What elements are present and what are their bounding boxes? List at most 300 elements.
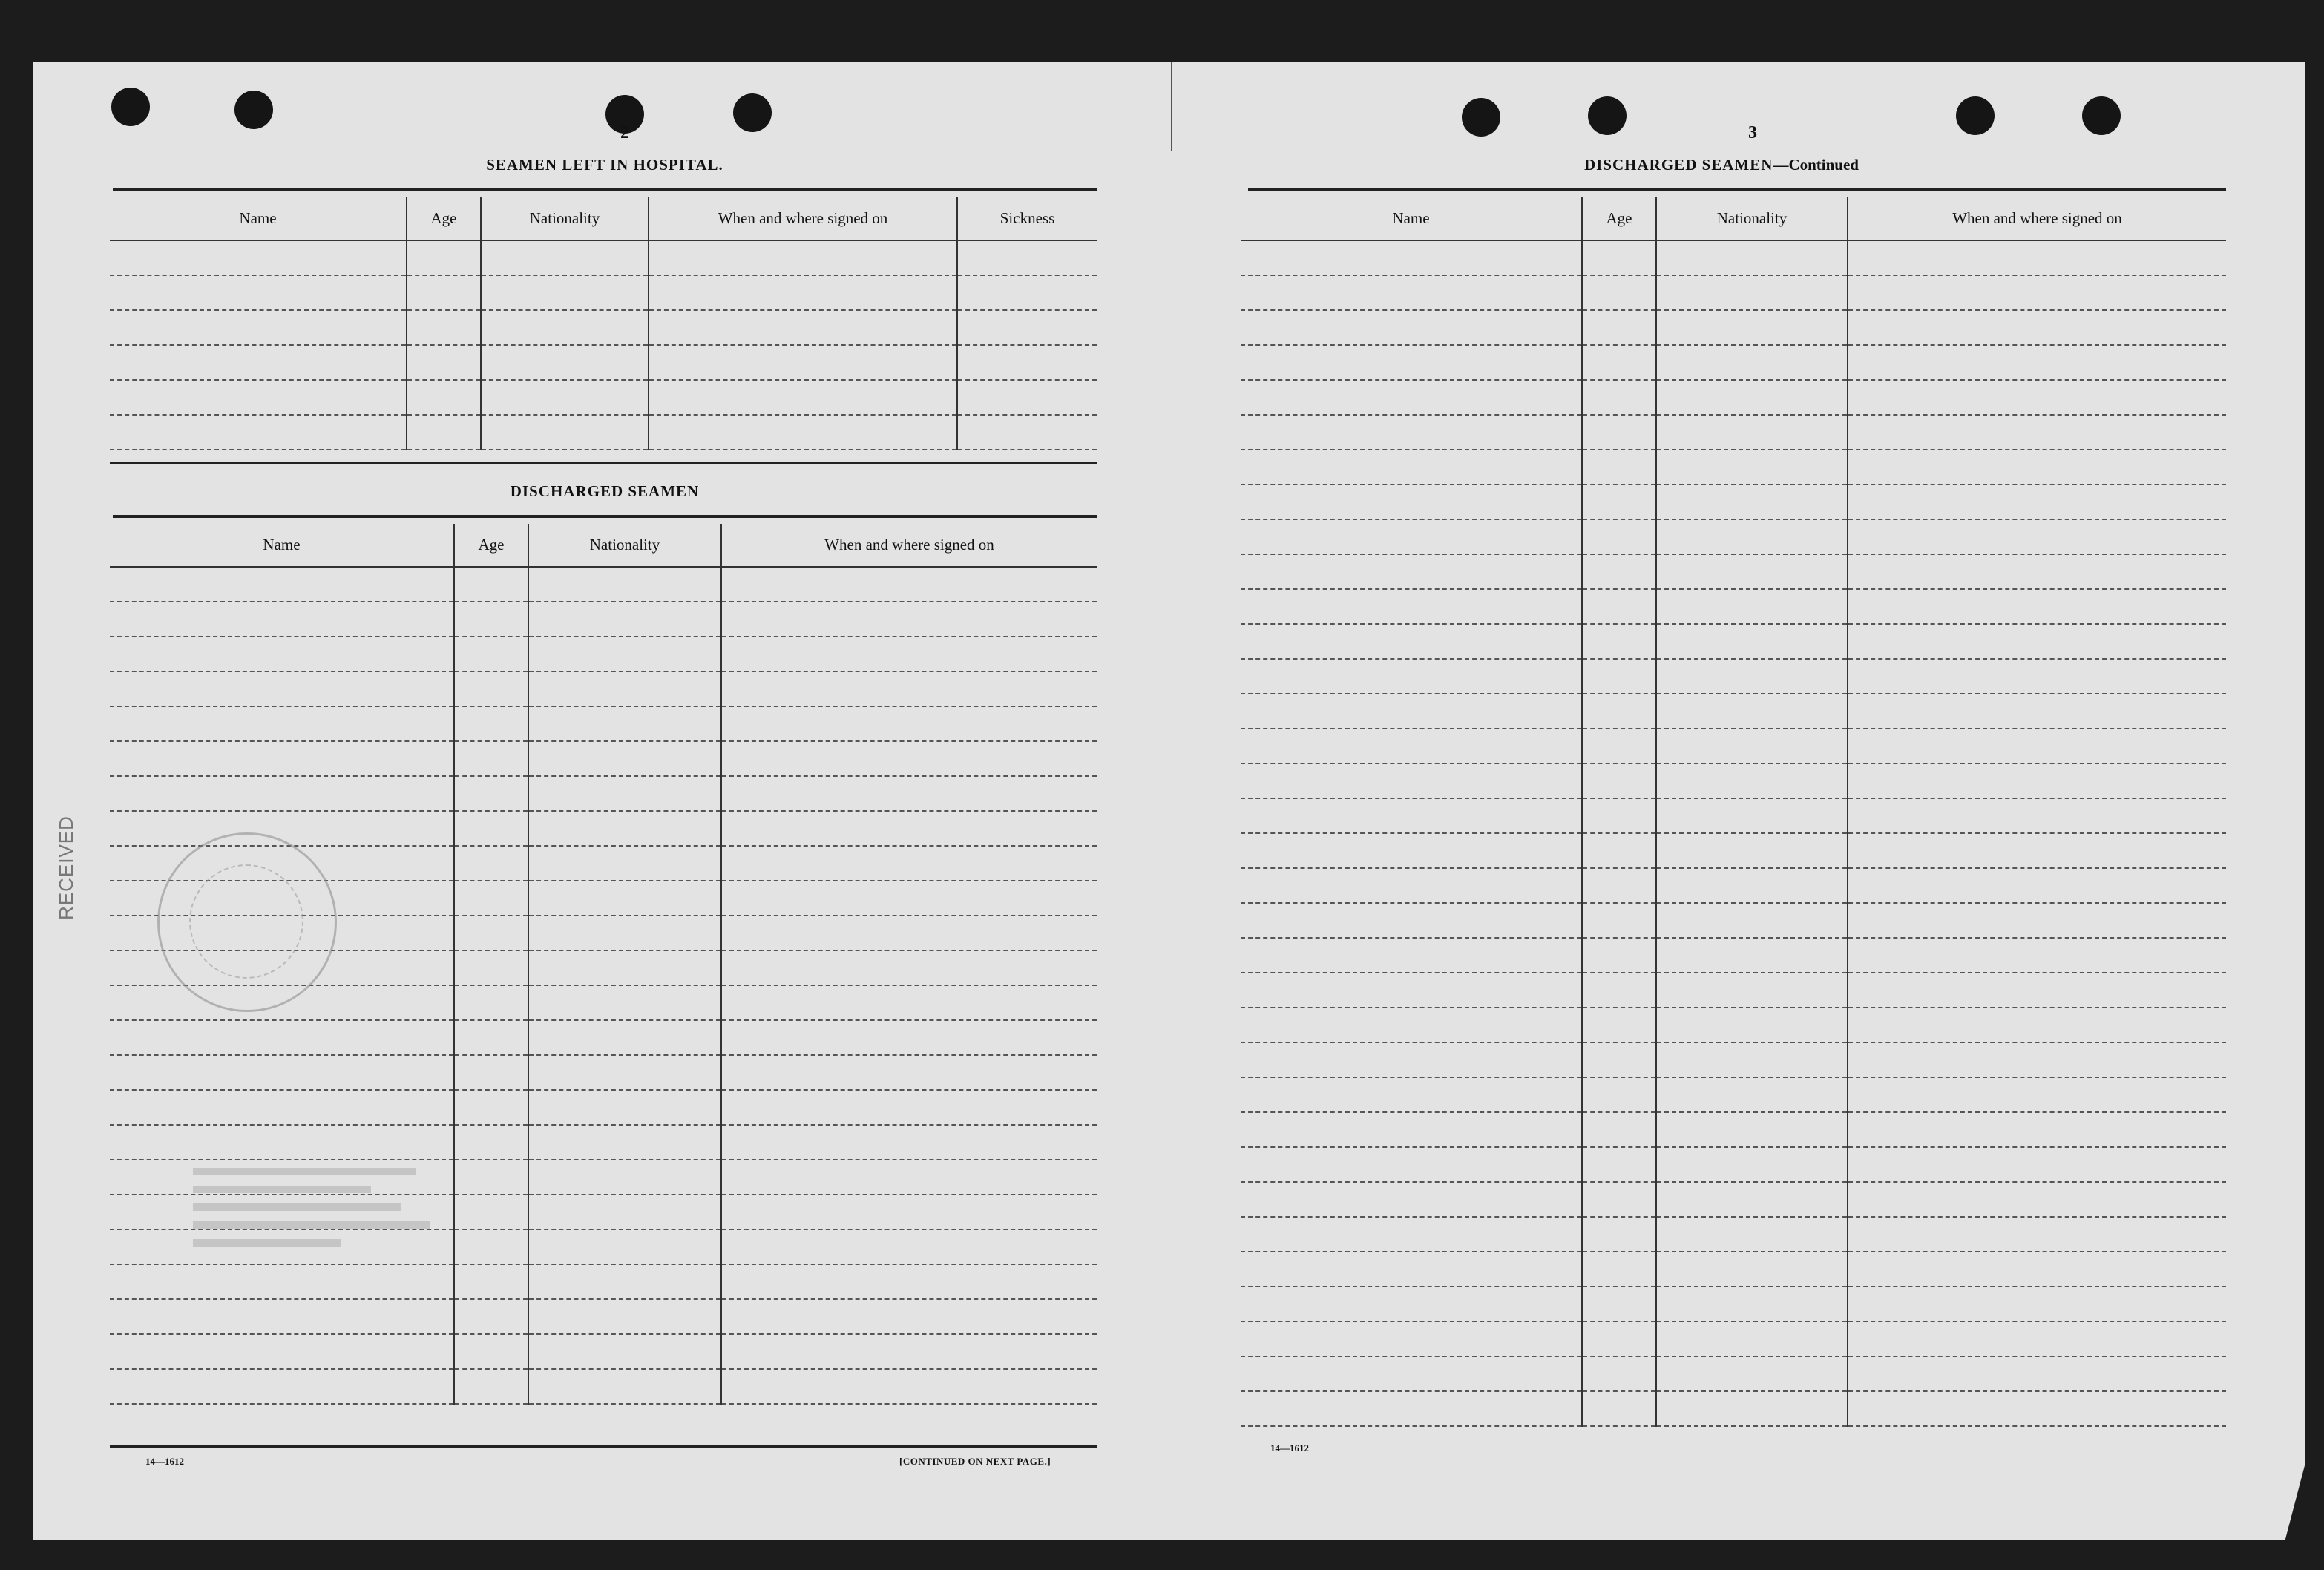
blank-cell	[407, 345, 481, 380]
blank-cell	[1656, 729, 1848, 763]
blank-cell	[528, 1264, 721, 1299]
col-header-age: Age	[407, 197, 481, 240]
blank-cell	[1656, 868, 1848, 903]
blank-cell	[1582, 624, 1656, 659]
hospital-bottom-rule	[110, 462, 1097, 464]
blank-cell	[1848, 1147, 2226, 1182]
blank-cell	[721, 950, 1097, 985]
blank-cell	[1656, 1077, 1848, 1112]
blank-cell	[1241, 938, 1582, 973]
blank-cell	[110, 1369, 454, 1404]
blank-cell	[407, 380, 481, 415]
blank-cell	[1656, 485, 1848, 519]
blank-cell	[721, 1264, 1097, 1299]
blank-cell	[1582, 485, 1656, 519]
blank-cell	[1241, 903, 1582, 938]
blank-cell	[957, 310, 1097, 345]
col-header-name: Name	[1241, 197, 1582, 240]
faded-stamp-icon	[193, 1157, 467, 1350]
blank-cell	[1241, 763, 1582, 798]
left-page-number: 2	[620, 123, 629, 142]
blank-cell	[110, 706, 454, 741]
blank-cell	[1656, 345, 1848, 380]
blank-cell	[110, 637, 454, 671]
blank-cell	[454, 671, 528, 706]
blank-cell	[110, 1125, 454, 1160]
blank-cell	[649, 380, 957, 415]
blank-cell	[1582, 973, 1656, 1008]
table-row	[1241, 868, 2226, 903]
blank-cell	[1582, 1147, 1656, 1182]
blank-cell	[110, 1090, 454, 1125]
blank-cell	[1848, 450, 2226, 485]
blank-cell	[1582, 938, 1656, 973]
blank-cell	[454, 1125, 528, 1160]
blank-cell	[1848, 485, 2226, 519]
blank-cell	[1241, 275, 1582, 310]
blank-cell	[1241, 694, 1582, 729]
table-row	[110, 275, 1097, 310]
table-row	[1241, 450, 2226, 485]
blank-cell	[110, 310, 407, 345]
blank-cell	[407, 275, 481, 310]
table-row	[110, 567, 1097, 602]
blank-cell	[454, 637, 528, 671]
col-header-signed-on: When and where signed on	[721, 524, 1097, 567]
blank-cell	[1241, 729, 1582, 763]
binder-hole-icon	[733, 93, 772, 132]
blank-cell	[649, 415, 957, 450]
blank-cell	[1582, 519, 1656, 554]
blank-cell	[721, 1055, 1097, 1090]
blank-cell	[1241, 1182, 1582, 1217]
table-row	[1241, 1356, 2226, 1391]
blank-cell	[1241, 415, 1582, 450]
blank-cell	[481, 310, 649, 345]
blank-cell	[528, 671, 721, 706]
blank-cell	[454, 916, 528, 950]
blank-cell	[1241, 485, 1582, 519]
binder-hole-icon	[1588, 96, 1627, 135]
blank-cell	[1582, 1217, 1656, 1252]
blank-cell	[407, 240, 481, 275]
blank-cell	[721, 881, 1097, 916]
table-row	[1241, 1321, 2226, 1356]
table-row	[1241, 659, 2226, 694]
blank-cell	[528, 741, 721, 776]
blank-cell	[649, 275, 957, 310]
blank-cell	[721, 811, 1097, 846]
table-row	[1241, 275, 2226, 310]
table-row	[110, 1369, 1097, 1404]
table-row	[1241, 1252, 2226, 1287]
blank-cell	[957, 345, 1097, 380]
table-row	[1241, 624, 2226, 659]
blank-cell	[454, 1020, 528, 1055]
blank-cell	[1656, 1112, 1848, 1147]
blank-cell	[721, 985, 1097, 1020]
blank-cell	[1656, 415, 1848, 450]
blank-cell	[110, 345, 407, 380]
blank-cell	[1848, 938, 2226, 973]
table-row	[110, 1090, 1097, 1125]
blank-cell	[957, 240, 1097, 275]
blank-cell	[721, 1160, 1097, 1195]
blank-cell	[1582, 1042, 1656, 1077]
col-header-age: Age	[454, 524, 528, 567]
table-row	[1241, 729, 2226, 763]
blank-cell	[1582, 1182, 1656, 1217]
table-row	[110, 776, 1097, 811]
blank-cell	[528, 1229, 721, 1264]
blank-cell	[528, 1334, 721, 1369]
blank-cell	[1241, 1287, 1582, 1321]
blank-cell	[1241, 973, 1582, 1008]
right-page-number: 3	[1748, 123, 1757, 142]
table-row	[1241, 903, 2226, 938]
hospital-top-rule	[113, 188, 1097, 191]
blank-cell	[110, 240, 407, 275]
left-bottom-rule	[110, 1445, 1097, 1448]
blank-cell	[1848, 1077, 2226, 1112]
table-row	[110, 240, 1097, 275]
blank-cell	[454, 985, 528, 1020]
blank-cell	[1582, 1112, 1656, 1147]
blank-cell	[528, 706, 721, 741]
blank-cell	[1656, 903, 1848, 938]
blank-cell	[1848, 345, 2226, 380]
blank-cell	[110, 1055, 454, 1090]
blank-cell	[1582, 1077, 1656, 1112]
blank-cell	[1582, 1356, 1656, 1391]
blank-cell	[1848, 973, 2226, 1008]
table-row	[1241, 345, 2226, 380]
table-row	[110, 310, 1097, 345]
blank-cell	[1582, 415, 1656, 450]
blank-cell	[528, 1090, 721, 1125]
right-form-number: 14—1612	[1270, 1442, 1309, 1454]
blank-cell	[721, 1195, 1097, 1229]
table-row	[1241, 1042, 2226, 1077]
blank-cell	[1241, 1147, 1582, 1182]
col-header-age: Age	[1582, 197, 1656, 240]
table-row	[110, 1020, 1097, 1055]
blank-cell	[110, 567, 454, 602]
blank-cell	[1848, 554, 2226, 589]
binder-hole-icon	[1956, 96, 1995, 135]
table-row	[110, 706, 1097, 741]
blank-cell	[1656, 275, 1848, 310]
blank-cell	[1241, 1112, 1582, 1147]
blank-cell	[1241, 1252, 1582, 1287]
blank-cell	[1241, 450, 1582, 485]
blank-cell	[721, 1020, 1097, 1055]
blank-cell	[454, 950, 528, 985]
blank-cell	[1656, 310, 1848, 345]
blank-cell	[1848, 1112, 2226, 1147]
blank-cell	[1656, 519, 1848, 554]
discharged-right-table-body	[1241, 240, 2226, 1426]
blank-cell	[1656, 554, 1848, 589]
col-header-nationality: Nationality	[1656, 197, 1848, 240]
table-row	[1241, 938, 2226, 973]
table-row	[1241, 1147, 2226, 1182]
blank-cell	[721, 1125, 1097, 1160]
blank-cell	[1656, 763, 1848, 798]
blank-cell	[528, 567, 721, 602]
blank-cell	[454, 706, 528, 741]
blank-cell	[110, 776, 454, 811]
blank-cell	[1241, 345, 1582, 380]
blank-cell	[481, 275, 649, 310]
blank-cell	[1241, 1321, 1582, 1356]
blank-cell	[1241, 310, 1582, 345]
table-row	[1241, 1182, 2226, 1217]
blank-cell	[1656, 1356, 1848, 1391]
blank-cell	[1582, 868, 1656, 903]
blank-cell	[528, 602, 721, 637]
blank-cell	[1582, 380, 1656, 415]
postmark-stamp-icon	[157, 832, 337, 1012]
blank-cell	[1656, 1042, 1848, 1077]
table-row	[1241, 1112, 2226, 1147]
blank-cell	[721, 1229, 1097, 1264]
blank-cell	[454, 1090, 528, 1125]
table-row	[1241, 1287, 2226, 1321]
discharged-top-rule	[113, 515, 1097, 518]
table-row	[110, 637, 1097, 671]
blank-cell	[528, 916, 721, 950]
blank-cell	[721, 1334, 1097, 1369]
table-row	[1241, 380, 2226, 415]
blank-cell	[481, 345, 649, 380]
col-header-sickness: Sickness	[957, 197, 1097, 240]
table-row	[1241, 973, 2226, 1008]
blank-cell	[1848, 833, 2226, 868]
blank-cell	[110, 1020, 454, 1055]
blank-cell	[110, 602, 454, 637]
blank-cell	[454, 567, 528, 602]
blank-cell	[454, 811, 528, 846]
binder-hole-icon	[111, 88, 150, 126]
hospital-table	[110, 197, 1097, 450]
blank-cell	[1582, 1287, 1656, 1321]
blank-cell	[1656, 1391, 1848, 1426]
blank-cell	[1656, 450, 1848, 485]
blank-cell	[1656, 694, 1848, 729]
blank-cell	[1656, 833, 1848, 868]
col-header-name: Name	[110, 197, 407, 240]
blank-cell	[1848, 1008, 2226, 1042]
blank-cell	[1848, 624, 2226, 659]
blank-cell	[649, 310, 957, 345]
blank-cell	[528, 1160, 721, 1195]
blank-cell	[721, 846, 1097, 881]
col-header-name: Name	[110, 524, 454, 567]
blank-cell	[528, 950, 721, 985]
blank-cell	[110, 380, 407, 415]
blank-cell	[1241, 659, 1582, 694]
blank-cell	[1582, 554, 1656, 589]
continued-note: [CONTINUED ON NEXT PAGE.]	[899, 1456, 1051, 1467]
blank-cell	[454, 741, 528, 776]
blank-cell	[1582, 903, 1656, 938]
blank-cell	[1241, 1356, 1582, 1391]
blank-cell	[1656, 1217, 1848, 1252]
hospital-section-title: SEAMEN LEFT IN HOSPITAL.	[486, 156, 723, 174]
blank-cell	[1656, 1182, 1848, 1217]
blank-cell	[1848, 1042, 2226, 1077]
blank-cell	[528, 1020, 721, 1055]
binder-hole-icon	[234, 91, 273, 129]
right-section-title-main: DISCHARGED SEAMEN	[1584, 156, 1773, 174]
blank-cell	[1848, 310, 2226, 345]
table-row	[1241, 485, 2226, 519]
blank-cell	[110, 275, 407, 310]
blank-cell	[721, 706, 1097, 741]
blank-cell	[1656, 938, 1848, 973]
blank-cell	[1656, 798, 1848, 833]
page-fold	[1171, 62, 1172, 151]
blank-cell	[528, 846, 721, 881]
blank-cell	[481, 240, 649, 275]
binder-hole-icon	[2082, 96, 2121, 135]
binder-hole-icon	[1462, 98, 1500, 137]
blank-cell	[110, 671, 454, 706]
blank-cell	[528, 1299, 721, 1334]
blank-cell	[1241, 798, 1582, 833]
blank-cell	[1848, 659, 2226, 694]
blank-cell	[454, 1055, 528, 1090]
table-row	[110, 380, 1097, 415]
blank-cell	[1848, 903, 2226, 938]
blank-cell	[721, 1090, 1097, 1125]
blank-cell	[1582, 589, 1656, 624]
blank-cell	[721, 1369, 1097, 1404]
blank-cell	[1848, 1252, 2226, 1287]
table-row	[1241, 1077, 2226, 1112]
blank-cell	[1656, 1008, 1848, 1042]
blank-cell	[1848, 1287, 2226, 1321]
blank-cell	[528, 1195, 721, 1229]
table-row	[1241, 589, 2226, 624]
blank-cell	[1848, 240, 2226, 275]
blank-cell	[1848, 694, 2226, 729]
blank-cell	[528, 811, 721, 846]
blank-cell	[454, 1369, 528, 1404]
blank-cell	[1241, 1217, 1582, 1252]
blank-cell	[1656, 1287, 1848, 1321]
blank-cell	[1241, 1391, 1582, 1426]
blank-cell	[957, 380, 1097, 415]
blank-cell	[1848, 519, 2226, 554]
blank-cell	[1848, 415, 2226, 450]
table-row	[110, 1055, 1097, 1090]
discharged-table-right	[1241, 197, 2226, 1427]
blank-cell	[721, 1299, 1097, 1334]
blank-cell	[957, 415, 1097, 450]
col-header-signed-on: When and where signed on	[649, 197, 957, 240]
table-row	[1241, 763, 2226, 798]
blank-cell	[1848, 380, 2226, 415]
discharged-section-title: DISCHARGED SEAMEN	[510, 482, 700, 500]
blank-cell	[481, 380, 649, 415]
blank-cell	[528, 1055, 721, 1090]
blank-cell	[1241, 1042, 1582, 1077]
blank-cell	[454, 776, 528, 811]
table-row	[1241, 833, 2226, 868]
blank-cell	[1656, 973, 1848, 1008]
blank-cell	[1582, 450, 1656, 485]
blank-cell	[1241, 554, 1582, 589]
blank-cell	[721, 776, 1097, 811]
blank-cell	[721, 602, 1097, 637]
blank-cell	[1241, 868, 1582, 903]
blank-cell	[721, 916, 1097, 950]
blank-cell	[1241, 240, 1582, 275]
blank-cell	[407, 415, 481, 450]
blank-cell	[1241, 1077, 1582, 1112]
table-row	[110, 671, 1097, 706]
blank-cell	[528, 985, 721, 1020]
table-row	[110, 415, 1097, 450]
blank-cell	[1656, 1147, 1848, 1182]
blank-cell	[454, 881, 528, 916]
blank-cell	[110, 741, 454, 776]
table-row	[110, 741, 1097, 776]
blank-cell	[721, 671, 1097, 706]
blank-cell	[1656, 1321, 1848, 1356]
right-top-rule	[1248, 188, 2226, 191]
blank-cell	[1848, 275, 2226, 310]
blank-cell	[1848, 1356, 2226, 1391]
blank-cell	[454, 602, 528, 637]
blank-cell	[1241, 519, 1582, 554]
col-header-nationality: Nationality	[528, 524, 721, 567]
table-row	[1241, 310, 2226, 345]
blank-cell	[528, 1125, 721, 1160]
blank-cell	[1582, 1252, 1656, 1287]
blank-cell	[1241, 589, 1582, 624]
blank-cell	[528, 776, 721, 811]
blank-cell	[528, 1369, 721, 1404]
table-row	[1241, 554, 2226, 589]
blank-cell	[454, 846, 528, 881]
blank-cell	[1656, 659, 1848, 694]
blank-cell	[1582, 659, 1656, 694]
table-row	[110, 1125, 1097, 1160]
blank-cell	[1582, 798, 1656, 833]
blank-cell	[481, 415, 649, 450]
right-section-title-suffix: —Continued	[1773, 156, 1859, 174]
blank-cell	[1582, 1391, 1656, 1426]
table-row	[1241, 519, 2226, 554]
table-row	[1241, 1008, 2226, 1042]
blank-cell	[1848, 589, 2226, 624]
col-header-nationality: Nationality	[481, 197, 649, 240]
blank-cell	[1656, 1252, 1848, 1287]
blank-cell	[1656, 589, 1848, 624]
blank-cell	[528, 881, 721, 916]
blank-cell	[1848, 1391, 2226, 1426]
blank-cell	[1656, 380, 1848, 415]
blank-cell	[1848, 868, 2226, 903]
blank-cell	[1241, 833, 1582, 868]
blank-cell	[1582, 240, 1656, 275]
blank-cell	[1848, 1321, 2226, 1356]
blank-cell	[1241, 1008, 1582, 1042]
blank-cell	[1848, 1217, 2226, 1252]
